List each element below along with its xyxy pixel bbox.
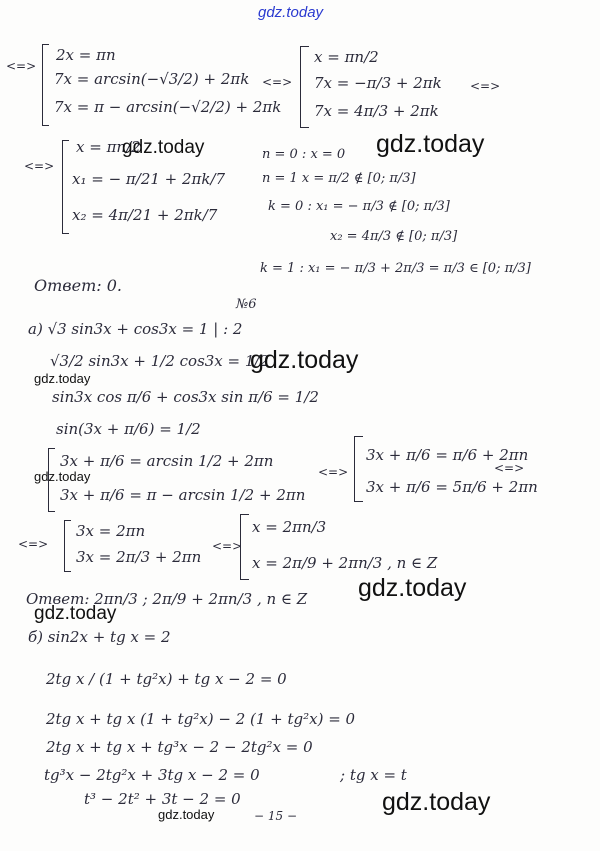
equivalence-arrow: <=> xyxy=(494,461,525,475)
equation-line: x = 2π/9 + 2πn/3 , n ∈ Z xyxy=(252,554,438,572)
set-bracket xyxy=(354,436,363,502)
equation-line: 3x + π/6 = π − arcsin 1/2 + 2πn xyxy=(60,486,306,504)
equivalence-arrow: <=> xyxy=(262,75,293,89)
system-brace xyxy=(42,44,49,126)
check-line: k = 0 : x₁ = − π/3 ∉ [0; π/3] xyxy=(268,199,450,214)
watermark: gdz.today xyxy=(34,469,91,484)
equation-line: √3/2 sin3x + 1/2 cos3x = 1/2 xyxy=(50,352,270,370)
equation-line: 7x = arcsin(−√3/2) + 2πk xyxy=(54,70,250,88)
watermark: gdz.today xyxy=(34,603,117,624)
equivalence-arrow: <=> xyxy=(18,537,49,551)
equation-line: tg³x − 2tg²x + 3tg x − 2 = 0 xyxy=(44,766,260,784)
equivalence-arrow: <=> xyxy=(24,159,55,173)
answer-line: Ответ: 2πn/3 ; 2π/9 + 2πn/3 , n ∈ Z xyxy=(26,590,308,608)
page-number: − 15 − xyxy=(254,809,298,823)
watermark: gdz.today xyxy=(382,788,491,816)
check-line: k = 1 : x₁ = − π/3 + 2π/3 = π/3 ∈ [0; π/3] xyxy=(260,261,531,276)
equation-line: x₁ = − π/21 + 2πk/7 xyxy=(72,170,226,188)
equation-line: 7x = 4π/3 + 2πk xyxy=(314,102,439,120)
check-line: x₂ = 4π/3 ∉ [0; π/3] xyxy=(330,229,458,244)
system-brace xyxy=(62,140,69,234)
equation-line: а) √3 sin3x + cos3x = 1 | : 2 xyxy=(28,320,243,338)
check-line: n = 1 x = π/2 ∉ [0; π/3] xyxy=(262,171,416,186)
watermark: gdz.today xyxy=(250,346,359,374)
equivalence-arrow: <=> xyxy=(318,465,349,479)
equation-line: 3x = 2π/3 + 2πn xyxy=(76,548,202,566)
task-number: №6 xyxy=(236,297,257,312)
equation-line: t³ − 2t² + 3t − 2 = 0 xyxy=(84,790,241,808)
check-line: n = 0 : x = 0 xyxy=(262,147,346,162)
equation-line: x₂ = 4π/21 + 2πk/7 xyxy=(72,206,218,224)
equivalence-arrow: <=> xyxy=(6,59,37,73)
equation-line: 2tg x + tg x + tg³x − 2 − 2tg²x = 0 xyxy=(46,738,313,756)
equation-line: 3x + π/6 = 5π/6 + 2πn xyxy=(366,478,538,496)
set-bracket xyxy=(240,514,249,580)
equivalence-arrow: <=> xyxy=(470,79,501,93)
answer-line: Ответ: 0. xyxy=(34,276,122,295)
set-bracket xyxy=(300,46,309,128)
equation-line: 2x = πn xyxy=(56,46,116,64)
equation-line: sin3x cos π/6 + cos3x sin π/6 = 1/2 xyxy=(52,388,319,406)
watermark: gdz.today xyxy=(34,371,91,386)
equation-line: 3x + π/6 = π/6 + 2πn xyxy=(366,446,529,464)
equation-line: 2tg x + tg x (1 + tg²x) − 2 (1 + tg²x) = 0 xyxy=(46,710,356,728)
equation-line: 7x = −π/3 + 2πk xyxy=(314,74,442,92)
watermark: gdz.today xyxy=(358,574,467,602)
watermark: gdz.today xyxy=(122,137,205,158)
equation-line: 7x = π − arcsin(−√2/2) + 2πk xyxy=(54,98,282,116)
equation-line: 2tg x / (1 + tg²x) + tg x − 2 = 0 xyxy=(46,670,287,688)
equation-line: 3x + π/6 = arcsin 1/2 + 2πn xyxy=(60,452,274,470)
equivalence-arrow: <=> xyxy=(212,539,243,553)
equation-line: sin(3x + π/6) = 1/2 xyxy=(56,420,201,438)
system-brace xyxy=(64,520,71,572)
equation-line: б) sin2x + tg x = 2 xyxy=(28,628,171,646)
watermark: gdz.today xyxy=(158,807,215,822)
watermark-top: gdz.today xyxy=(258,4,324,21)
equation-line: x = πn/2 xyxy=(314,48,379,66)
equation-line: x = πn/2 xyxy=(76,138,141,156)
watermark: gdz.today xyxy=(376,130,485,158)
equation-line: 3x = 2πn xyxy=(76,522,146,540)
equation-line: x = 2πn/3 xyxy=(252,518,327,536)
equation-line: ; tg x = t xyxy=(340,766,407,784)
